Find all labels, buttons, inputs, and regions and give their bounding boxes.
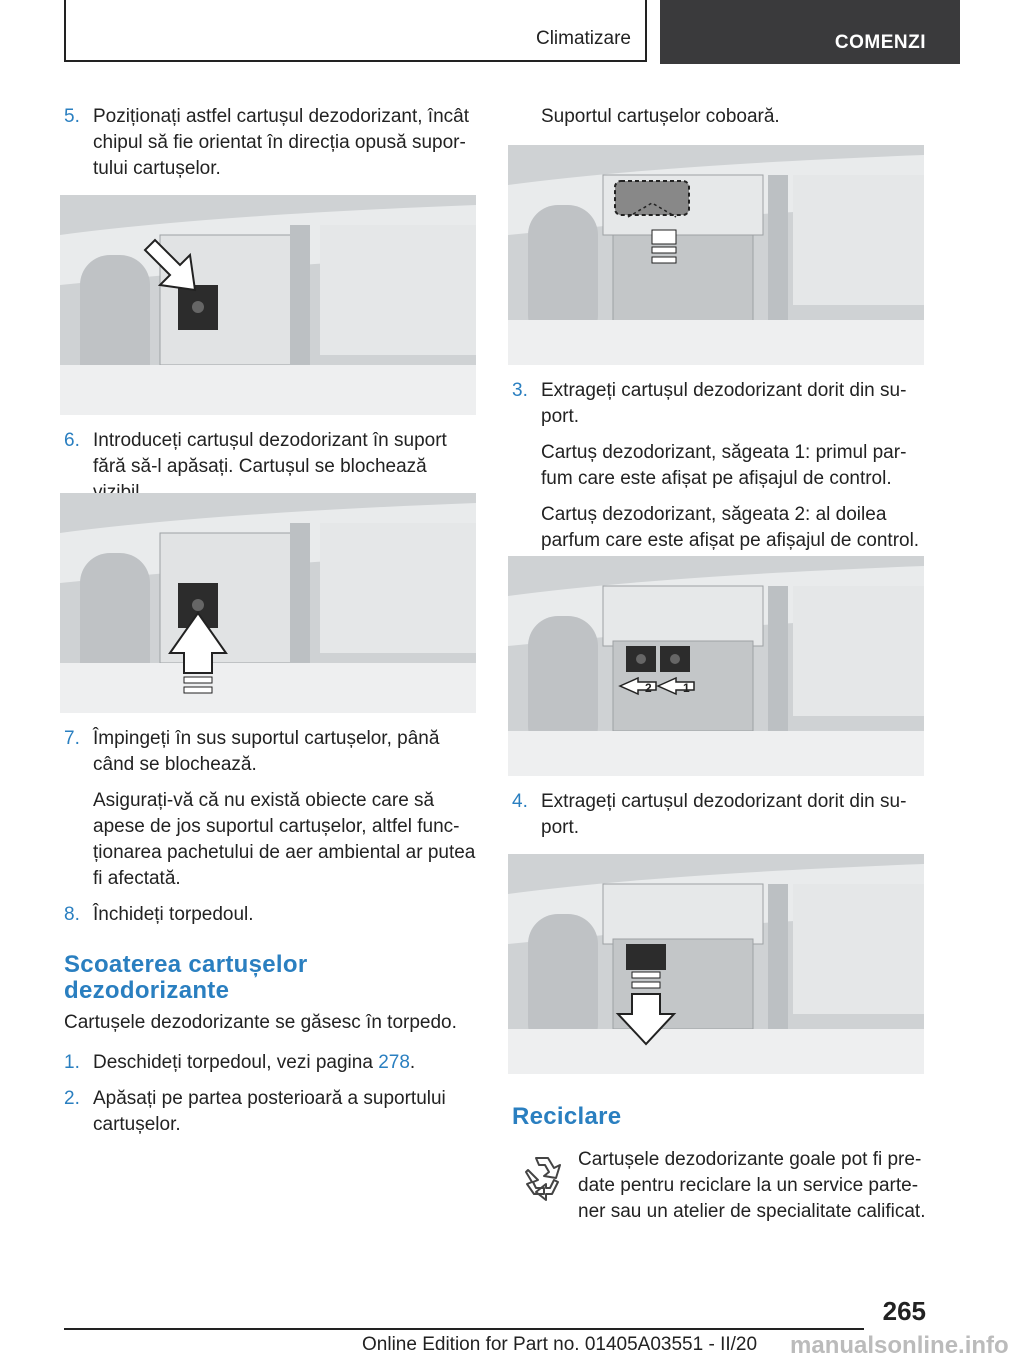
watermark-text: manualsonline.info: [790, 1332, 1009, 1359]
page-number: 265: [882, 1296, 926, 1326]
step-text: Deschideți torpedoul, vezi pagina: [93, 1052, 379, 1073]
step-number: 5.: [64, 106, 80, 127]
section-intro: Cartușele dezodorizante se găsesc în torpedo.: [64, 1012, 457, 1033]
step-text: Extrageți cartușul dezodorizant dorit din suport.: [541, 791, 907, 838]
section-title: Climatizare: [535, 28, 631, 49]
right-col-top: [512, 104, 924, 138]
step-8: [64, 902, 476, 928]
recycle-text-block: [578, 1147, 926, 1225]
step-2: [64, 1086, 476, 1138]
photo-insert-up: [60, 493, 476, 713]
step-number: 3.: [512, 380, 528, 401]
header-chapter-box: [660, 0, 960, 64]
step-text: Extrageți cartușul dezodorizant dorit din suport.: [541, 380, 907, 427]
photo-extract-down: [508, 854, 924, 1074]
step-5: [64, 104, 476, 182]
right-col-step3: [512, 378, 924, 564]
header-section-box: [64, 0, 647, 62]
recycle-icon: [514, 1148, 570, 1204]
step-number: 2.: [64, 1088, 80, 1109]
step-7: [64, 726, 476, 892]
step-number: 1.: [64, 1052, 80, 1073]
recycle-text: Cartușele dezodorizante goale pot fi predate pentru reciclare la un service partener sau un atelier de specialitate calificat.: [578, 1149, 926, 1222]
right-col-step4: [512, 789, 924, 851]
step-text: Introduceți cartușul dezodorizant în suport fără să-l apăsați. Cartușul se blochează: [93, 430, 447, 477]
step-text: Apăsați pe partea posterioară a suportului cartușelor.: [93, 1088, 446, 1135]
left-col-bottom: [64, 726, 476, 1148]
step-number: 6.: [64, 430, 80, 451]
page-link[interactable]: 278: [378, 1052, 410, 1073]
step-note: Asigurați-vă că nu există obiecte care să apese de jos suportul cartușelor, altfel funcționarea pachetului de aer ambiental ar putea fi afectată.: [93, 790, 476, 889]
step-number: 8.: [64, 904, 80, 925]
arrow-label-2: 2: [645, 681, 652, 695]
step-text-end: .: [409, 1052, 416, 1073]
arrow-label-1: 1: [683, 681, 690, 695]
step-1: [64, 1050, 476, 1076]
edition-info: Online Edition for Part no. 01405A03551 - II/20: [362, 1334, 758, 1355]
left-col-top: [64, 104, 476, 192]
recycle-heading: Reciclare: [512, 1103, 622, 1130]
chapter-title: COMENZI: [834, 32, 926, 53]
step-text: Poziționați astfel cartușul dezodorizant, încât chipul să fie orientat în direcția opusă suportului cartușelor.: [93, 106, 469, 179]
step2-result: Suportul cartușelor coboară.: [541, 106, 780, 127]
photo-two-cartridges: [508, 556, 924, 776]
photo-insert-orient: [60, 195, 476, 415]
footer-divider: [64, 1328, 864, 1330]
photo-holder-lowered: [508, 145, 924, 365]
step-note-2: Cartuș dezodorizant, săgeata 2: al doilea parfum care este afișat pe afișajul de control.: [541, 504, 920, 551]
section-heading: Scoaterea cartușelor dezodorizante: [64, 951, 308, 1004]
step-text: Împingeți în sus suportul cartușelor, până când se blochează.: [93, 728, 440, 775]
step-4: [512, 789, 924, 841]
step-text: Închideți torpedoul.: [93, 904, 254, 925]
step-note-1: Cartuș dezodorizant, săgeata 1: primul parfum care este afișat pe afișajul de control.: [541, 442, 907, 489]
step-number: 7.: [64, 728, 80, 749]
recycle-section: [512, 1104, 924, 1136]
step-3: [512, 378, 924, 554]
step-number: 4.: [512, 791, 528, 812]
